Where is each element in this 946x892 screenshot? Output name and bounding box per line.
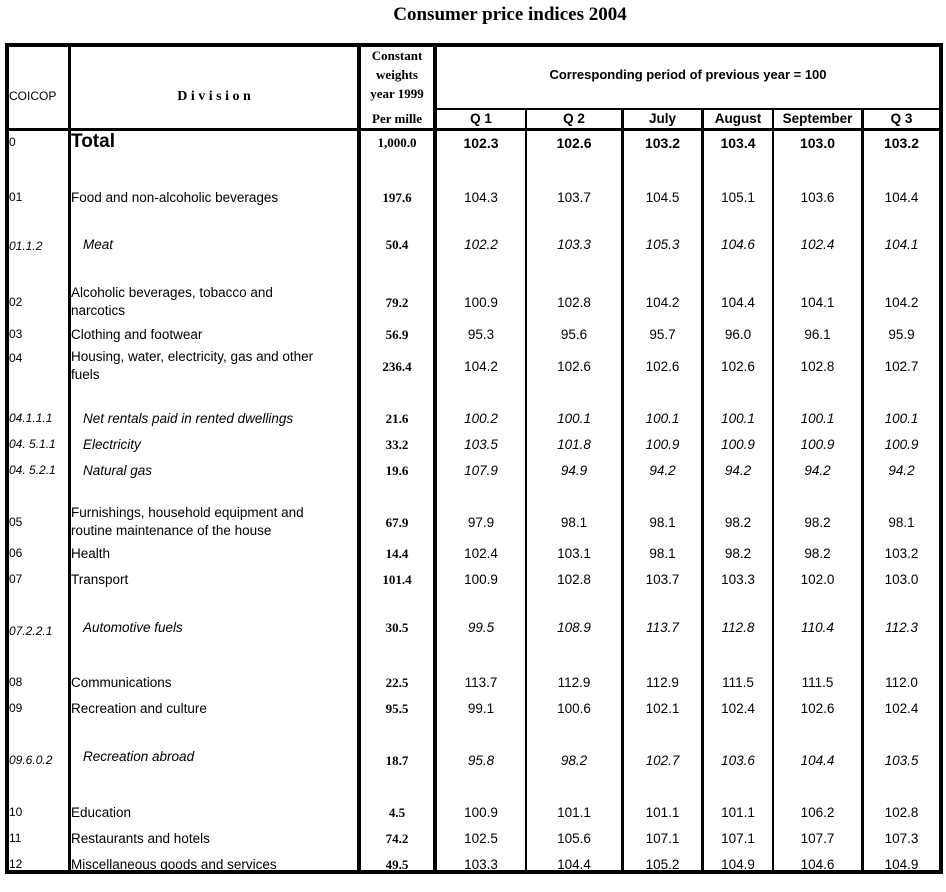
row-index-value: 104.1	[884, 237, 919, 252]
row-index-value: 107.7	[800, 831, 835, 846]
row-index-value: 98.1	[888, 515, 915, 530]
row-division-label: Restaurants and hotels	[71, 831, 210, 846]
row-coicop-code: 11	[9, 831, 22, 845]
row-index-value: 107.1	[645, 831, 680, 846]
row-index-value: 101.1	[721, 805, 755, 820]
row-index-value: 102.8	[557, 572, 591, 587]
row-index-value: 105.6	[557, 831, 591, 846]
header-divider	[9, 128, 939, 131]
row-index-value: 95.7	[649, 327, 676, 342]
row-index-value: 102.8	[557, 295, 591, 310]
row-index-value: 104.9	[721, 857, 755, 872]
row-index-value: 95.3	[467, 327, 495, 342]
row-index-value: 98.2	[804, 546, 831, 561]
row-index-value: 102.5	[464, 831, 498, 846]
row-index-value: 112.9	[646, 675, 679, 690]
row-coicop-code: 0	[9, 135, 16, 149]
row-coicop-code: 05	[9, 515, 23, 529]
row-index-value: 101.1	[645, 805, 680, 820]
row-coicop-code: 04.1.1.1	[9, 411, 53, 425]
subheader-divider	[433, 108, 939, 110]
row-coicop-code: 01.1.2	[9, 239, 43, 253]
row-index-value: 104.6	[800, 857, 835, 872]
row-index-value: 102.7	[645, 753, 680, 768]
row-index-value: 94.2	[724, 463, 752, 478]
row-coicop-code: 10	[9, 805, 23, 819]
row-index-value: 98.2	[724, 546, 752, 561]
row-weight: 49.5	[385, 857, 409, 872]
row-weight: 30.5	[385, 620, 409, 635]
row-index-value: 102.4	[721, 701, 755, 716]
row-index-value: 104.4	[884, 190, 919, 205]
row-division-label-cont: routine maintenance of the house	[71, 523, 272, 538]
row-index-value: 102.0	[800, 572, 835, 587]
row-index-value: 95.9	[888, 327, 915, 342]
row-index-value: 101.1	[557, 805, 591, 820]
row-coicop-code: 08	[9, 675, 23, 689]
row-division-label: Alcoholic beverages, tobacco and	[71, 285, 273, 300]
row-index-value: 111.5	[801, 675, 834, 690]
row-index-value: 100.9	[464, 805, 498, 820]
header-weights-line2: weights	[376, 67, 418, 82]
row-division-label: Food and non-alcoholic beverages	[71, 190, 279, 205]
row-index-value: 94.2	[888, 463, 915, 478]
cpi-table	[5, 43, 943, 874]
row-index-value: 98.1	[649, 546, 676, 561]
row-index-value: 94.2	[649, 463, 676, 478]
row-index-value: 103.2	[644, 135, 681, 151]
row-index-value: 110.4	[801, 620, 834, 635]
row-index-value: 107.3	[884, 831, 919, 846]
row-index-value: 95.8	[467, 753, 495, 768]
row-weight: 19.6	[385, 463, 409, 478]
row-division-label: Education	[71, 805, 132, 820]
row-division-label: Health	[71, 546, 111, 561]
row-index-value: 103.2	[884, 546, 919, 561]
row-index-value: 103.7	[645, 572, 680, 587]
row-index-value: 100.9	[721, 437, 755, 452]
row-index-value: 100.9	[645, 437, 680, 452]
row-division-label-cont: narcotics	[71, 303, 126, 318]
row-index-value: 102.3	[463, 135, 499, 151]
row-division-label: Housing, water, electricity, gas and other	[71, 349, 314, 364]
row-division-label: Net rentals paid in rented dwellings	[83, 411, 294, 426]
row-index-value: 94.2	[804, 463, 831, 478]
header-period-august: August	[714, 111, 762, 126]
row-index-value: 107.9	[464, 463, 498, 478]
row-coicop-code: 09.6.0.2	[9, 753, 53, 767]
row-index-value: 102.8	[884, 805, 919, 820]
row-index-value: 98.1	[560, 515, 588, 530]
col-divider	[357, 47, 361, 870]
row-index-value: 103.1	[557, 546, 591, 561]
row-index-value: 103.2	[883, 135, 920, 151]
row-index-value: 100.9	[464, 572, 498, 587]
row-index-value: 103.7	[557, 190, 591, 205]
row-index-value: 105.1	[721, 190, 755, 205]
row-weight: 236.4	[382, 359, 412, 374]
row-weight: 95.5	[385, 701, 409, 716]
row-index-value: 100.9	[800, 437, 835, 452]
row-index-value: 98.2	[724, 515, 752, 530]
header-period-q2: Q 2	[563, 111, 585, 126]
row-index-value: 103.6	[800, 190, 835, 205]
row-index-value: 103.5	[884, 753, 919, 768]
row-index-value: 94.9	[560, 463, 588, 478]
row-index-value: 102.4	[800, 237, 835, 252]
row-weight: 101.4	[382, 572, 412, 587]
row-index-value: 108.9	[557, 620, 591, 635]
row-index-value: 100.2	[464, 411, 498, 426]
row-weight: 1,000.0	[377, 135, 417, 150]
row-division-label-cont: fuels	[71, 367, 100, 382]
row-coicop-code: 09	[9, 701, 23, 715]
header-period-q1: Q 1	[470, 111, 492, 126]
row-index-value: 102.1	[645, 701, 680, 716]
row-index-value: 103.3	[721, 572, 755, 587]
row-index-value: 98.2	[804, 515, 831, 530]
row-index-value: 100.9	[464, 295, 498, 310]
row-index-value: 103.3	[557, 237, 591, 252]
row-index-value: 111.5	[722, 675, 754, 690]
row-index-value: 103.0	[799, 135, 836, 151]
row-weight: 56.9	[385, 327, 409, 342]
row-index-value: 103.3	[464, 857, 498, 872]
row-index-value: 101.8	[557, 437, 591, 452]
row-weight: 74.2	[385, 831, 409, 846]
row-division-label: Meat	[83, 237, 114, 252]
row-coicop-code: 04	[9, 351, 23, 365]
header-weights-line1: Constant	[371, 48, 423, 63]
row-index-value: 102.7	[884, 359, 919, 374]
row-index-value: 112.9	[557, 675, 591, 690]
row-index-value: 104.3	[464, 190, 498, 205]
row-index-value: 99.1	[467, 701, 495, 716]
row-index-value: 102.8	[800, 359, 835, 374]
row-index-value: 100.1	[800, 411, 835, 426]
row-coicop-code: 02	[9, 295, 23, 309]
row-index-value: 100.1	[645, 411, 680, 426]
row-index-value: 104.5	[645, 190, 680, 205]
row-index-value: 100.9	[884, 437, 919, 452]
row-division-label: Communications	[71, 675, 172, 690]
row-coicop-code: 03	[9, 327, 23, 341]
row-index-value: 96.1	[804, 327, 831, 342]
row-index-value: 98.1	[649, 515, 676, 530]
page-title: Consumer price indices 2004	[393, 4, 627, 25]
row-index-value: 96.0	[724, 327, 752, 342]
row-division-label: Automotive fuels	[83, 620, 183, 635]
row-division-label: Recreation abroad	[83, 749, 195, 764]
row-weight: 50.4	[385, 237, 409, 252]
row-index-value: 102.6	[556, 135, 592, 151]
row-index-value: 112.3	[885, 620, 918, 635]
row-index-value: 97.9	[467, 515, 495, 530]
row-weight: 22.5	[385, 675, 409, 690]
row-division-label: Miscellaneous goods and services	[71, 857, 277, 872]
row-coicop-code: 01	[9, 190, 23, 204]
row-index-value: 102.4	[464, 546, 498, 561]
row-index-value: 104.6	[721, 237, 755, 252]
row-division-label: Electricity	[83, 437, 141, 452]
row-index-value: 105.3	[645, 237, 680, 252]
row-index-value: 100.1	[721, 411, 755, 426]
row-weight: 197.6	[382, 190, 412, 205]
row-index-value: 104.2	[884, 295, 919, 310]
row-index-value: 112.0	[885, 675, 918, 690]
row-index-value: 102.6	[721, 359, 755, 374]
header-period-september: September	[782, 111, 853, 126]
row-division-label: Clothing and footwear	[71, 327, 203, 342]
row-weight: 79.2	[385, 295, 409, 310]
row-index-value: 113.7	[646, 620, 679, 635]
row-index-value: 98.2	[560, 753, 588, 768]
row-index-value: 103.0	[884, 572, 919, 587]
row-weight: 33.2	[385, 437, 409, 452]
row-division-label: Recreation and culture	[71, 701, 207, 716]
row-weight: 14.4	[385, 546, 409, 561]
row-division-label: Furnishings, household equipment and	[71, 505, 304, 520]
row-index-value: 104.2	[464, 359, 498, 374]
row-index-value: 102.2	[464, 237, 498, 252]
row-weight: 21.6	[385, 411, 409, 426]
header-period-q3: Q 3	[890, 111, 913, 126]
row-coicop-code: 04. 5.1.1	[9, 437, 56, 451]
row-coicop-code: 04. 5.2.1	[9, 463, 56, 477]
row-division-label: Natural gas	[83, 463, 153, 478]
row-index-value: 103.4	[720, 135, 756, 151]
col-divider	[433, 47, 437, 870]
row-index-value: 100.1	[557, 411, 591, 426]
row-index-value: 100.6	[557, 701, 591, 716]
row-index-value: 102.6	[557, 359, 591, 374]
row-index-value: 95.6	[560, 327, 588, 342]
header-period-caption: Corresponding period of previous year = 100	[549, 67, 827, 82]
row-index-value: 100.1	[884, 411, 919, 426]
row-index-value: 104.4	[557, 857, 591, 872]
row-coicop-code: 07.2.2.1	[9, 624, 53, 638]
row-index-value: 104.2	[645, 295, 680, 310]
row-weight: 4.5	[388, 805, 406, 820]
row-coicop-code: 07	[9, 572, 23, 586]
row-index-value: 107.1	[721, 831, 755, 846]
row-index-value: 104.4	[721, 295, 755, 310]
row-index-value: 104.1	[800, 295, 835, 310]
row-index-value: 102.6	[800, 701, 835, 716]
col-divider	[68, 47, 71, 870]
row-index-value: 104.4	[800, 753, 835, 768]
header-coicop: COICOP	[9, 89, 57, 103]
row-index-value: 106.2	[800, 805, 835, 820]
row-index-value: 104.9	[884, 857, 919, 872]
header-period-july: July	[648, 111, 676, 126]
header-weights-line3: year 1999	[370, 86, 424, 101]
row-index-value: 112.8	[721, 620, 755, 635]
row-index-value: 99.5	[467, 620, 495, 635]
row-index-value: 102.6	[645, 359, 680, 374]
row-index-value: 113.7	[464, 675, 498, 690]
row-index-value: 105.2	[645, 857, 680, 872]
row-division-label: Transport	[71, 572, 129, 587]
header-division: D i v i s i o n	[177, 89, 251, 104]
row-weight: 67.9	[385, 515, 409, 530]
row-weight: 18.7	[385, 753, 409, 768]
row-coicop-code: 06	[9, 546, 23, 560]
row-index-value: 103.6	[721, 753, 755, 768]
row-index-value: 102.4	[884, 701, 919, 716]
header-weights-unit: Per mille	[372, 111, 422, 126]
row-coicop-code: 12	[9, 857, 23, 871]
row-division-label: Total	[71, 131, 115, 152]
row-index-value: 103.5	[464, 437, 498, 452]
